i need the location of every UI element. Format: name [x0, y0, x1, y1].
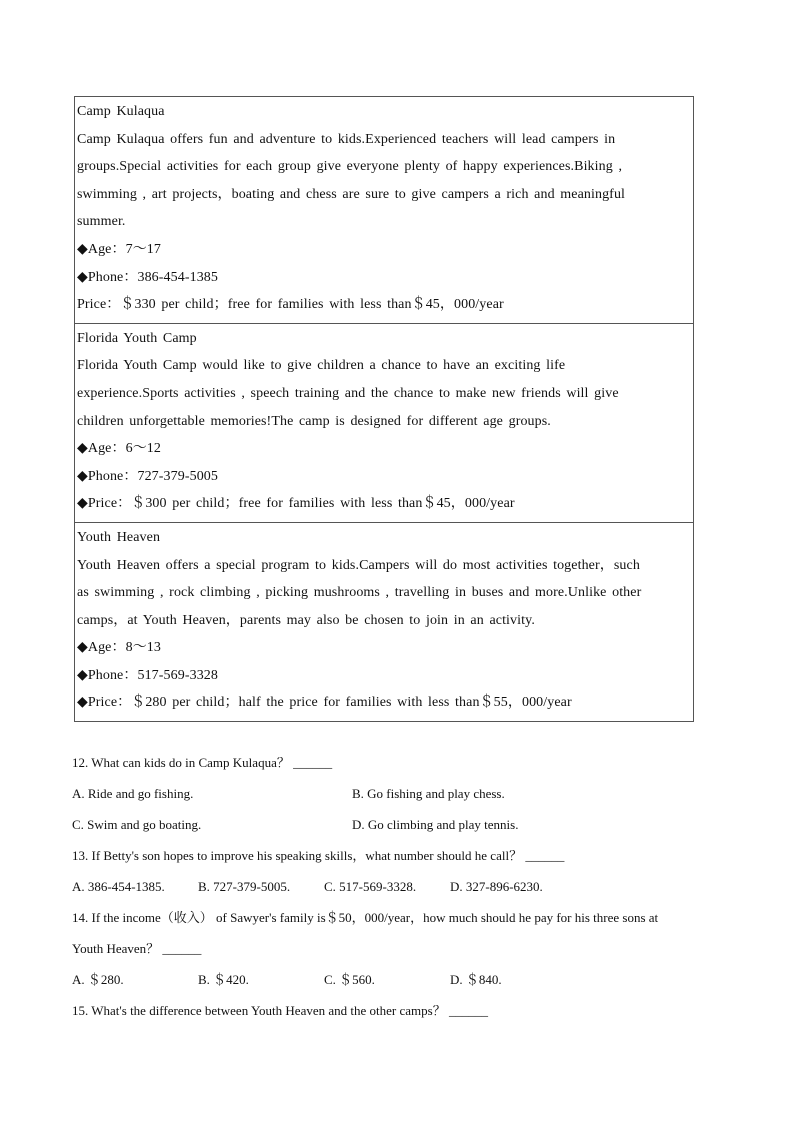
option-a[interactable]: A. 386-454-1385. — [72, 879, 165, 894]
option-a[interactable]: A. ＄280. — [72, 972, 124, 987]
camp-description-line: groups.Special activities for each group give everyone plenty of happy experiences.Biking , — [77, 159, 623, 175]
camp-description-line: experience.Sports activities , speech training and the chance to make new friends will give — [77, 385, 619, 401]
option-b[interactable]: B. Go fishing and play chess. — [352, 786, 505, 801]
option-c[interactable]: C. Swim and go boating. — [72, 817, 202, 832]
camp-phone: ◆Phone：727-379-5005 — [77, 468, 218, 484]
question-15: 15. What's the difference between Youth Heaven and the other camps？ ______ — [72, 1003, 488, 1018]
camp-description-line: as swimming , rock climbing , picking mushrooms , travelling in buses and more.Unlike other — [77, 585, 642, 601]
option-d[interactable]: D. ＄840. — [450, 972, 502, 987]
camp-price: Price：＄330 per child；free for families with less than＄45，000/year — [77, 297, 504, 313]
camp-age: ◆Age：8～13 — [77, 640, 161, 656]
camp-name: Youth Heaven — [77, 529, 161, 545]
camp-name: Camp Kulaqua — [77, 104, 165, 119]
camp-description-line: children unforgettable memories!The camp is designed for different age groups. — [77, 413, 551, 429]
camp-info-table — [74, 96, 694, 722]
option-b[interactable]: B. ＄420. — [198, 972, 249, 987]
question-13-options-row — [72, 871, 722, 902]
question-14-options-row — [72, 964, 722, 995]
florida-youth-camp-block — [75, 323, 693, 522]
option-c[interactable]: C. 517-569-3328. — [324, 879, 417, 894]
camp-description-line: swimming , art projects，boating and chess are sure to give campers a rich and meaningful — [77, 186, 626, 202]
camp-age: ◆Age：6～12 — [77, 441, 161, 457]
option-d[interactable]: D. 327-896-6230. — [450, 879, 543, 894]
option-b[interactable]: B. 727-379-5005. — [198, 879, 291, 894]
camp-phone: ◆Phone：517-569-3328 — [77, 667, 218, 683]
camp-description-line: summer. — [77, 214, 126, 230]
option-d[interactable]: D. Go climbing and play tennis. — [352, 817, 519, 832]
youth-heaven-block — [75, 522, 693, 721]
camp-name: Florida Youth Camp — [77, 330, 197, 346]
option-c[interactable]: C. ＄560. — [324, 972, 375, 987]
camp-description-line: Florida Youth Camp would like to give children a chance to have an exciting life — [77, 358, 566, 374]
camp-description-line: camps，at Youth Heaven，parents may also be chosen to join in an activity. — [77, 612, 535, 628]
camp-phone: ◆Phone：386-454-1385 — [77, 269, 218, 285]
question-13: 13. If Betty's son hopes to improve his speaking skills，what number should he call？ ______ — [72, 848, 565, 863]
camp-age: ◆Age：7～17 — [77, 241, 161, 257]
camp-price: ◆Price：＄300 per child；free for families with less than＄45，000/year — [77, 496, 515, 512]
question-12-options-row — [72, 778, 722, 809]
camp-description-line: Camp Kulaqua offers fun and adventure to kids.Experienced teachers will lead campers in — [77, 131, 616, 147]
camp-description-line: Youth Heaven offers a special program to kids.Campers will do most activities together，such — [77, 557, 640, 573]
question-12: 12. What can kids do in Camp Kulaqua？ ______ — [72, 755, 333, 770]
question-list — [72, 747, 722, 1026]
option-a[interactable]: A. Ride and go fishing. — [72, 786, 194, 801]
question-12-options-row — [72, 809, 722, 840]
camp-price: ◆Price：＄280 per child；half the price for families with less than＄55，000/year — [77, 695, 572, 711]
camp-kulaqua-block — [75, 97, 693, 323]
question-14-continuation: Youth Heaven？ ______ — [72, 941, 202, 956]
question-14: 14. If the income（收入） of Sawyer's family is＄50，000/year，how much should he pay for his three sons at — [72, 910, 659, 925]
